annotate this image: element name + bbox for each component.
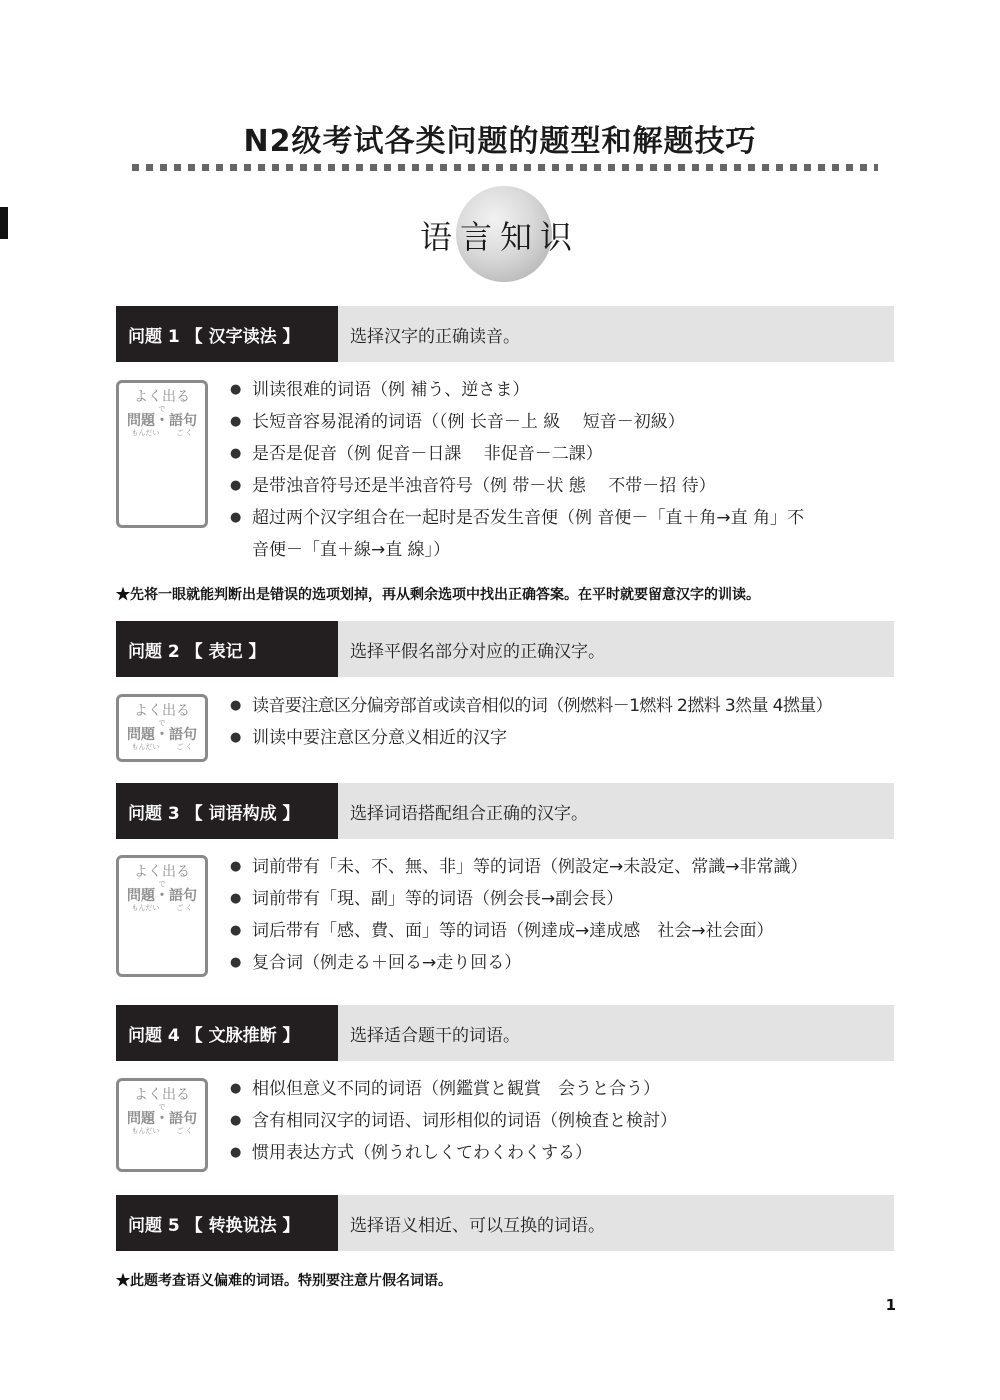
list-item: ● 复合词（例走る＋回る→走り回る） [230,947,898,979]
badge-furigana: で [158,719,166,727]
badge-top-text: よく出る [134,864,190,880]
problem-4-header [116,1005,894,1061]
problem-1-header [116,306,894,362]
problem-5-header [116,1195,894,1251]
problem-label: 问题 4 【 文脉推断 】 [116,1005,338,1061]
badge-mid-text: 問題・語句 [127,413,197,429]
list-item: ● 长短音容易混淆的词语（（例 长音－上 級 短音－初級） [230,406,898,438]
badge-mid-text: 問題・語句 [127,727,197,743]
list-item: ● 超过两个汉字组合在一起时是否发生音便（例 音便－「直＋角→直 角」不 [230,502,898,534]
frequent-badge [116,380,208,528]
list-item: ● 含有相同汉字的词语、词形相似的词语（例検査と検討） [230,1105,898,1137]
badge-furigana-left: もんだい [131,1127,160,1135]
problem-label: 问题 5 【 转换说法 】 [116,1195,338,1251]
badge-furigana: で [158,1103,166,1111]
list-item: ● 惯用表达方式（例うれしくてわくわくする） [230,1137,898,1169]
badge-furigana-left: もんだい [131,904,160,912]
badge-furigana-right: ご く [176,904,193,912]
badge-furigana-left: もんだい [131,743,160,751]
list-item: ● 是带浊音符号还是半浊音符号（例 带－状 態 不带－招 待） [230,470,898,502]
badge-mid-text: 問題・語句 [127,888,197,904]
badge-furigana: で [158,405,166,413]
problem-description: 选择汉字的正确读音。 [338,306,894,362]
frequent-badge [116,855,208,977]
list-item: ● 读音要注意区分偏旁部首或读音相似的词（例燃料－1燃料 2撚料 3然量 4撚量） [230,690,898,722]
list-item: ● 词前带有「現、副」等的词语（例会長→副会長） [230,883,898,915]
badge-mid-text: 問題・語句 [127,1111,197,1127]
problem-2-header [116,621,894,677]
problem-label: 问题 2 【 表记 】 [116,621,338,677]
frequent-badge [116,694,208,762]
badge-furigana-right: ご く [176,429,193,437]
frequent-badge [116,1078,208,1172]
badge-furigana: で [158,880,166,888]
problem-label: 问题 3 【 词语构成 】 [116,783,338,839]
list-item: ● 相似但意义不同的词语（例鑑賞と観賞 会うと合う） [230,1073,898,1105]
list-item: ● 训读很难的词语（例 補う、逆さま） [230,374,898,406]
badge-top-text: よく出る [134,703,190,719]
tip-note: ★此题考查语义偏难的词语。特别要注意片假名词语。 [116,1273,452,1289]
problem-label: 问题 1 【 汉字读法 】 [116,306,338,362]
problem-2-points [230,690,898,754]
badge-furigana-row [119,429,205,437]
list-item-continuation: 音便－「直＋線→直 線」） [252,540,451,560]
tip-note: ★先将一眼就能判断出是错误的选项划掉，再从剩余选项中找出正确答案。在平时就要留意汉字的训读。 [116,587,760,603]
problem-4-points [230,1073,898,1169]
badge-furigana-right: ご く [176,1127,193,1135]
badge-top-text: よく出る [134,1087,190,1103]
problem-description: 选择词语搭配组合正确的汉字。 [338,783,894,839]
problem-description: 选择平假名部分对应的正确汉字。 [338,621,894,677]
dotted-divider [132,164,878,174]
page-number: 1 [885,1296,896,1314]
list-item: ● 词后带有「感、費、面」等的词语（例達成→達成感 社会→社会面） [230,915,898,947]
problem-description: 选择语义相近、可以互换的词语。 [338,1195,894,1251]
badge-furigana-row [119,743,205,751]
badge-furigana-left: もんだい [131,429,160,437]
problem-1-points [230,374,898,566]
badge-top-text: よく出る [134,389,190,405]
badge-furigana-right: ご く [176,743,193,751]
problem-description: 选择适合题干的词语。 [338,1005,894,1061]
problem-3-header [116,783,894,839]
badge-furigana-row [119,904,205,912]
section-title: 语言知识 [419,218,580,256]
list-item: ● 词前带有「未、不、無、非」等的词语（例設定→未設定、常識→非常識） [230,851,898,883]
list-item: ● 是否是促音（例 促音－日課 非促音－二課） [230,438,898,470]
badge-furigana-row [119,1127,205,1135]
page-title: N2级考试各类问题的题型和解题技巧 [243,124,757,159]
list-item: ● 训读中要注意区分意义相近的汉字 [230,722,898,754]
problem-3-points [230,851,898,979]
